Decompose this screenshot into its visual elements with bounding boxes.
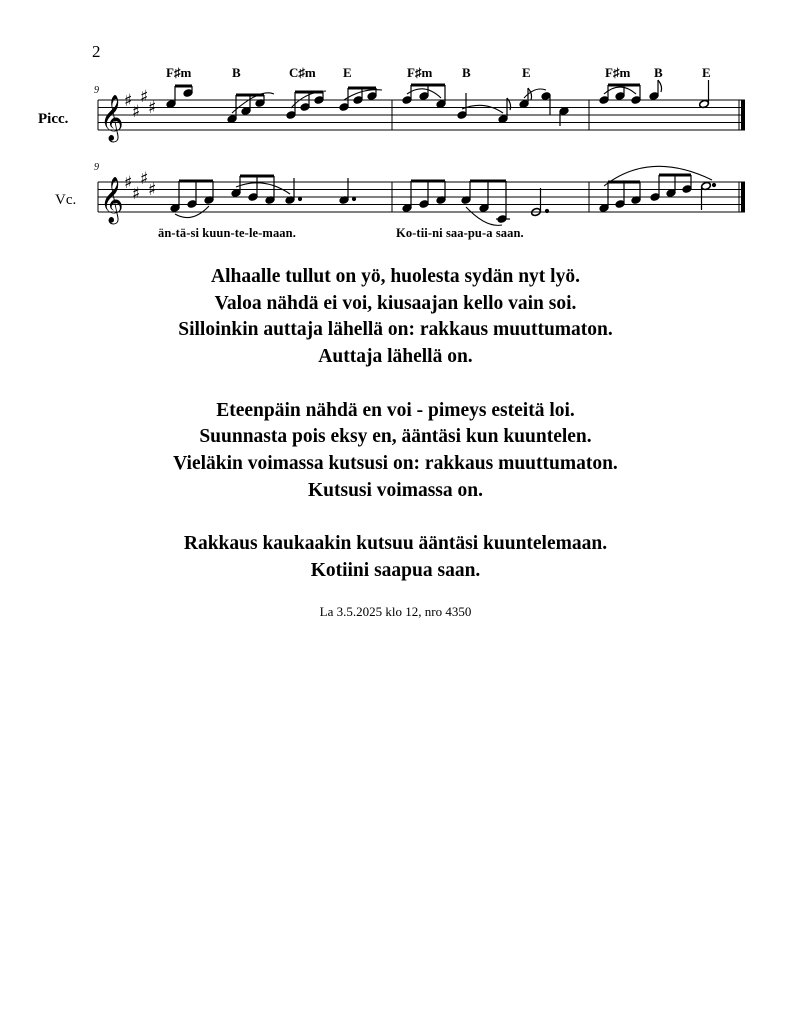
stanza-2	[0, 398, 791, 505]
treble-clef-top: 𝄞	[100, 95, 124, 141]
treble-clef-bottom: 𝄞	[100, 177, 124, 223]
piccolo-staff	[98, 100, 745, 130]
svg-text:♯: ♯	[132, 184, 141, 204]
poem-line: Auttaja lähellä on.	[318, 346, 473, 368]
page-number: 2	[92, 42, 101, 61]
poem-line: Kutsusi voimassa on.	[307, 479, 483, 501]
key-signature-top	[124, 87, 156, 122]
poem-text	[0, 264, 791, 611]
score-notation	[0, 0, 791, 250]
chord-symbols	[166, 65, 711, 80]
stanza-1	[0, 264, 791, 371]
measure-number-top: 9	[94, 85, 99, 96]
chord-symbol: F♯m	[407, 65, 433, 80]
poem-line: Suunnasta pois eksy en, ääntäsi kun kuuntelen.	[199, 426, 592, 448]
poem-line: Valoa nähdä ei voi, kiusaajan kello vain soi.	[214, 292, 577, 314]
svg-text:♯: ♯	[124, 173, 133, 193]
poem-line: Vieläkin voimassa kutsusi on: rakkaus muuttumaton.	[173, 452, 618, 474]
chord-symbol: E	[343, 65, 352, 80]
stanza-3	[0, 531, 791, 584]
staff-lyrics-line-1: än-tä-si kuun-te-le-maan.	[158, 226, 296, 240]
chord-symbol: B	[232, 65, 241, 80]
poem-line: Kotiini saapua saan.	[310, 559, 481, 581]
svg-text:♯: ♯	[148, 180, 157, 200]
piccolo-label: Picc.	[38, 111, 69, 127]
footer-note: La 3.5.2025 klo 12, nro 4350	[319, 604, 472, 619]
svg-text:♯: ♯	[124, 91, 133, 111]
svg-text:♯: ♯	[132, 102, 141, 122]
svg-text:♯: ♯	[148, 98, 157, 118]
chord-symbol: C♯m	[289, 65, 316, 80]
chord-symbol: B	[462, 65, 471, 80]
poem-line: Eteenpäin nähdä en voi - pimeys esteitä loi.	[216, 399, 575, 421]
piccolo-notes	[166, 80, 709, 126]
cello-label: Vc.	[55, 192, 77, 208]
chord-symbol: F♯m	[166, 65, 192, 80]
poem-line: Rakkaus kaukaakin kutsuu ääntäsi kuuntelemaan.	[183, 533, 608, 554]
measure-number-bottom: 9	[94, 162, 99, 173]
chord-symbol: E	[702, 65, 711, 80]
chord-symbol: F♯m	[605, 65, 631, 80]
chord-symbol: B	[654, 65, 663, 80]
svg-text:♯: ♯	[140, 169, 149, 189]
poem-line: Alhaalle tullut on yö, huolesta sydän nyt lyö.	[211, 266, 580, 287]
key-signature-bottom	[124, 169, 156, 204]
chord-symbol: E	[522, 65, 531, 80]
staff-lyrics-line-2: Ko-tii-ni saa-pu-a saan.	[396, 226, 524, 240]
svg-text:♯: ♯	[140, 87, 149, 107]
poem-line: Silloinkin auttaja lähellä on: rakkaus muuttumaton.	[178, 319, 613, 341]
